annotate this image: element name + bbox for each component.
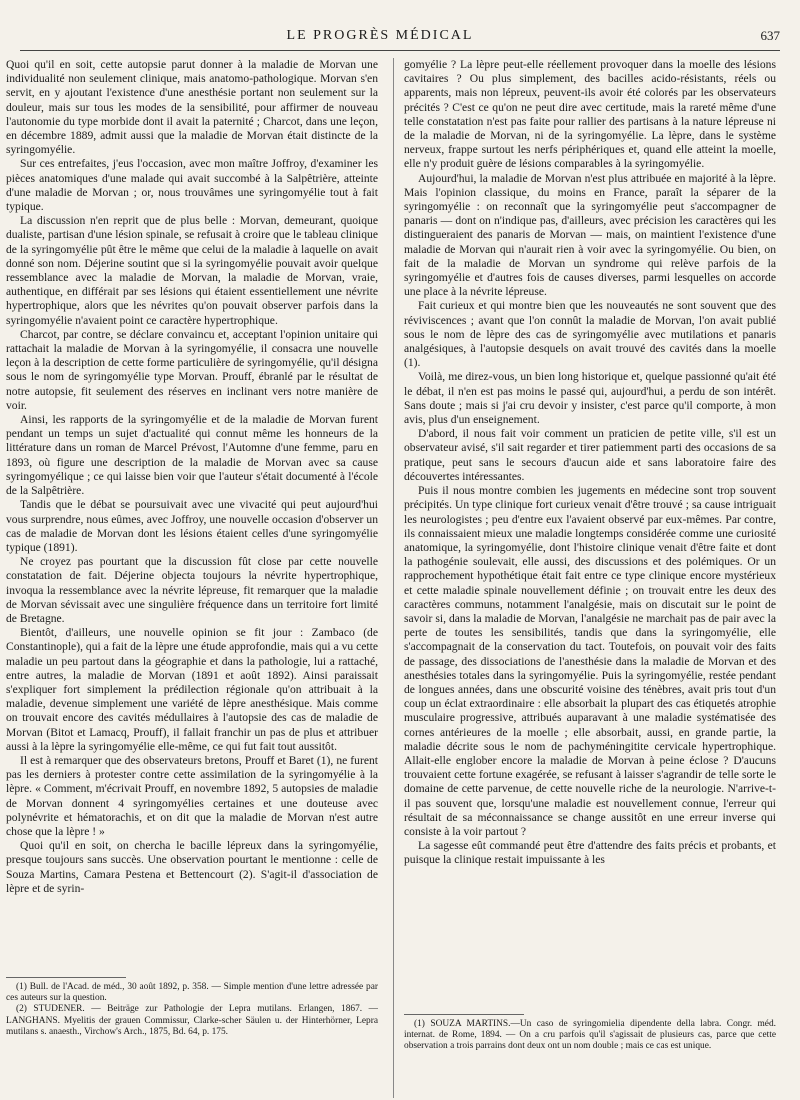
footnote: (1) SOUZA MARTINS.—Un caso de syringomielia dipendente della labra. Congr. méd. internat. de Rome, 1894. — On a cru parfois qu'il s'agissait de plusieurs cas, parce que cette observation a trois parrains dont deux ont un nom double ; mais ce cas est unique.	[404, 1019, 776, 1052]
paragraph: Fait curieux et qui montre bien que les nouveautés ne sont souvent que des réviviscences ; avant que l'on connût la maladie de Morvan, l'on avait publié sous le nom de lèpre des cas de syringomyélie avec mutilations et panaris analgésiques, à l'autopsie desquels on avait trouvé des cavités dans la moelle (1).	[404, 299, 776, 370]
paragraph: Puis il nous montre combien les jugements en médecine sont trop souvent précipités. Un type clinique fort curieux venait d'être trouvé ; sa cause intriguait les neurologistes ; peu d'entre eux l'avaient observé par eux-mêmes. Par contre, ils connaissaient mieux une maladie longtemps considérée comme une curiosité anatomique, la syringomyélie, dont l'histoire clinique venait d'être faite et dont la pathogénie soulevait, elle aussi, des discussions et des polémiques. Or un rapprochement hypothétique était fait entre ce type clinique encore mystérieux et cette maladie spinale nouvellement définie ; on trouvait entre les deux des caractères communs, notamment l'analgésie, mais on discutait sur le point de savoir si, dans la maladie de Morvan, l'analgésie ne marchait pas de pair avec la perte de toutes les sensibilités, tandis que dans la syringomyélie, elle s'accompagnait de la conservation du tact. Toutefois, on pouvait voir des faits de passage, des dissociations de l'anesthésie dans la maladie de Morvan et des anesthésies totales dans la syringomyélie. Puis la syringomyélie, restée pendant de longues années, dans une obscurité voisine des ténèbres, avait pris tout d'un coup un éclat extraordinaire : elle absorbait la plupart des cas étiquetés atrophie musculaire progressive, attribués auparavant à une maladie systématisée des cornes antérieures de la moelle ; elle absorbait, aussi, en grande partie, la maladie décrite sous le nom de pachyméningitite cervicale hypertrophique. Allait-elle englober encore la maladie de Morvan à peine éclose ? D'aucuns trouvaient cette fortune exagérée, se refusant à laisser s'agrandir de telle sorte le domaine de cette parvenue, de cette nouvelle riche de la neurologie. N'arrive-t-il pas souvent que, lorsqu'une maladie est nouvellement connue, l'erreur qui résultait de sa méconnaissance se change aussitôt en une erreur inverse qui consiste à la voir partout ?	[404, 484, 776, 838]
page-header	[20, 28, 780, 46]
paragraph: gomyélie ? La lèpre peut-elle réellement provoquer dans la moelle des lésions cavitaires ? Ou plus simplement, des bacilles acido-résistants, réels ou apparents, mais non lépreux, peuvent-ils avoir été colorés par les observateurs précités ? C'est ce qu'on ne peut dire avec certitude, mais la rareté même d'une telle constatation n'est pas faite pour rallier des partisans à la nature lépreuse ni de la maladie de Morvan, ni de la syringomyélie. La lèpre, dans le système nerveux, frappe surtout les nerfs périphériques et, quand elle atteint la moelle, elle n'y produit guère de lésions comparables à la syringomyélie.	[404, 58, 776, 171]
footnote-rule	[404, 1014, 524, 1015]
left-column	[6, 58, 378, 1098]
right-footnotes	[404, 1019, 776, 1053]
paragraph: Quoi qu'il en soit, cette autopsie parut donner à la maladie de Morvan une individualité non seulement clinique, mais anatomo-pathologique. Morvan s'en servit, en y ajoutant l'existence d'une anesthésie portant non seulement sur la douleur, mais sur tous les modes de la sensibilité, pour affirmer de nouveau l'autonomie du type morbide dont il avait la paternité ; Charcot, dans une leçon, en décembre 1889, admit aussi que la maladie de Morvan était distincte de la syringomyélie.	[6, 58, 378, 157]
paragraph: Voilà, me direz-vous, un bien long historique et, quelque passionné qu'ait été le débat, il n'en est pas moins le passé qui, aujourd'hui, a perdu de son intérêt. Sans doute ; mais si j'ai cru devoir y insister, c'est parce qu'il comporte, à mon avis, plus d'un enseignement.	[404, 370, 776, 427]
paragraph: La sagesse eût commandé peut être d'attendre des faits précis et probants, et puisque la clinique restait impuissante à les	[404, 839, 776, 867]
paragraph: Tandis que le débat se poursuivait avec une vivacité qui peut aujourd'hui vous surprendre, nous eûmes, avec Joffroy, une nouvelle occasion d'observer un cas de maladie de Morvan dont les lésions étaient celles d'une syringomyélie typique (1891).	[6, 498, 378, 554]
page-number: 637	[760, 28, 780, 43]
right-column	[404, 58, 776, 1098]
right-column-body	[404, 58, 776, 1010]
paragraph: Ainsi, les rapports de la syringomyélie et de la maladie de Morvan furent pendant un temps un sujet d'actualité qui connut même les honneurs de la littérature dans un roman de Marcel Prévost, l'Automne d'une femme, paru en 1893, où figure une description de la maladie de Morvan avec sa cause syringomyélique ; ce qui laisse bien voir que l'auteur s'était documenté à l'école de la Salpêtrière.	[6, 413, 378, 498]
footnote: (2) STUDENER. — Beiträge zur Pathologie der Lepra mutilans. Erlangen, 1867. — LANGHANS. Myelitis der grauen Commissur, Clarke-scher Säulen u. der Hinterhörner, Lepra mutilans s. anaesth., Virchow's Arch., 1875, Bd. 64, p. 175.	[6, 1004, 378, 1037]
paragraph: Quoi qu'il en soit, on chercha le bacille lépreux dans la syringomyélie, presque toujours sans succès. Une observation pourtant le mentionne : celle de Souza Martins, Camara Pestena et Bettencourt (2). S'agit-il d'association de lèpre et de syrin-	[6, 839, 378, 895]
paragraph: Aujourd'hui, la maladie de Morvan n'est plus attribuée en majorité à la lèpre. Mais l'opinion classique, du moins en France, paraît la séparer de la syringomyélie : on reconnaît que la syringomyélie peut s'accompagner de panaris — dont on n'indique pas, d'ailleurs, avec précision les caractères qui les distingueraient des panaris de Morvan — mais, on maintient l'existence d'une maladie de Morvan qui n'aurait rien à voir avec la syringomyélie. Ou bien, on fait de la maladie de Morvan un syndrome qui relève parfois de la syringomyélie et d'autres fois de causes diverses, parmi lesquelles on accorde une place à la névrite lépreuse.	[404, 171, 776, 299]
footnote-rule	[6, 977, 126, 978]
footnote: (1) Bull. de l'Acad. de méd., 30 août 1892, p. 358. — Simple mention d'une lettre adressée par ces auteurs sur la question.	[6, 982, 378, 1004]
paragraph: Charcot, par contre, se déclare convaincu et, acceptant l'opinion unitaire qui rattachait la maladie de Morvan à la syringomyélie, il consacra une nouvelle leçon à la description de cette forme particulière de syringomyélie, qu'il désigna sous le nom de syringomyélie type Morvan. Prouff, ébranlé par le résultat de notre autopsie, fit seulement des réserves en inclinant vers notre manière de voir.	[6, 327, 378, 412]
left-footnotes	[6, 982, 378, 1038]
running-title: LE PROGRÈS MÉDICAL	[286, 28, 474, 43]
paragraph: La discussion n'en reprit que de plus belle : Morvan, demeurant, quoique dualiste, partisan d'une lésion spinale, se refusait à croire que le tableau clinique de la syringomyélie pût être le même que celui de la maladie à laquelle on avait donné son nom. Déjerine soutint que si la syringomyélie pouvait avoir quelque ressemblance avec la maladie de Morvan, la maladie de Morvan, vraie, authentique, en différait par ses lésions qui étaient essentiellement une névrite hypertrophique, alors que les névrites qu'on pouvait observer parfois dans la syringomyélie n'avaient point ce caractère hypertrophique.	[6, 214, 378, 327]
paragraph: Ne croyez pas pourtant que la discussion fût close par cette nouvelle constatation de fait. Déjerine objecta toujours la névrite hypertrophique, invoqua la ressemblance avec la névrite lépreuse, fit remarquer que la maladie de Morvan sévissait avec une singulière fréquence dans un territoire fort limité de Bretagne.	[6, 555, 378, 625]
paragraph: Sur ces entrefaites, j'eus l'occasion, avec mon maître Joffroy, d'examiner les pièces anatomiques d'une malade qui avait succombé à la Salpêtrière, atteinte d'une maladie de Morvan ; or, nous trouvâmes une syringomyélie tout à fait typique.	[6, 157, 378, 214]
paragraph: Il est à remarquer que des observateurs bretons, Prouff et Baret (1), ne furent pas les derniers à protester contre cette assimilation de la syringomyélie à la lèpre. « Comment, m'écrivait Prouff, en novembre 1892, 5 autopsies de maladie de Morvan donnent 4 syringomyélies certaines et une douteuse avec polynévrite et hématorachis, et on dit que la maladie de Morvan n'est autre chose que la lèpre ! »	[6, 753, 378, 838]
column-divider	[393, 58, 394, 1098]
paragraph: Bientôt, d'ailleurs, une nouvelle opinion se fit jour : Zambaco (de Constantinople), qui a fait de la lèpre une étude approfondie, mais qui a vu cette maladie un peu partout dans la géographie et dans la pathologie, lui a rattaché, entre autres, la maladie de Morvan (1891 et août 1892). Ainsi paraissait s'expliquer fort simplement la prédilection régionale qu'on attribuait à la maladie, devenue simplement une variété de lèpre anesthésique. Mais comme on trouvait encore des cavités médullaires à l'autopsie des cas de maladie de Morvan (Bitot et Lamacq, Prouff), il fallait franchir un pas de plus et attribuer aussi à la lèpre la syringomyélie elle-même, ce qui fut fait tout aussitôt.	[6, 626, 378, 753]
header-rule	[20, 50, 780, 51]
paragraph: D'abord, il nous fait voir comment un praticien de petite ville, s'il est un observateur avisé, s'il sait regarder et tirer patiemment parti des occasions de sa pratique, peut sans le secours d'aucun aide et sans laboratoire faire des découvertes intéressantes.	[404, 427, 776, 483]
left-column-body	[6, 58, 378, 973]
